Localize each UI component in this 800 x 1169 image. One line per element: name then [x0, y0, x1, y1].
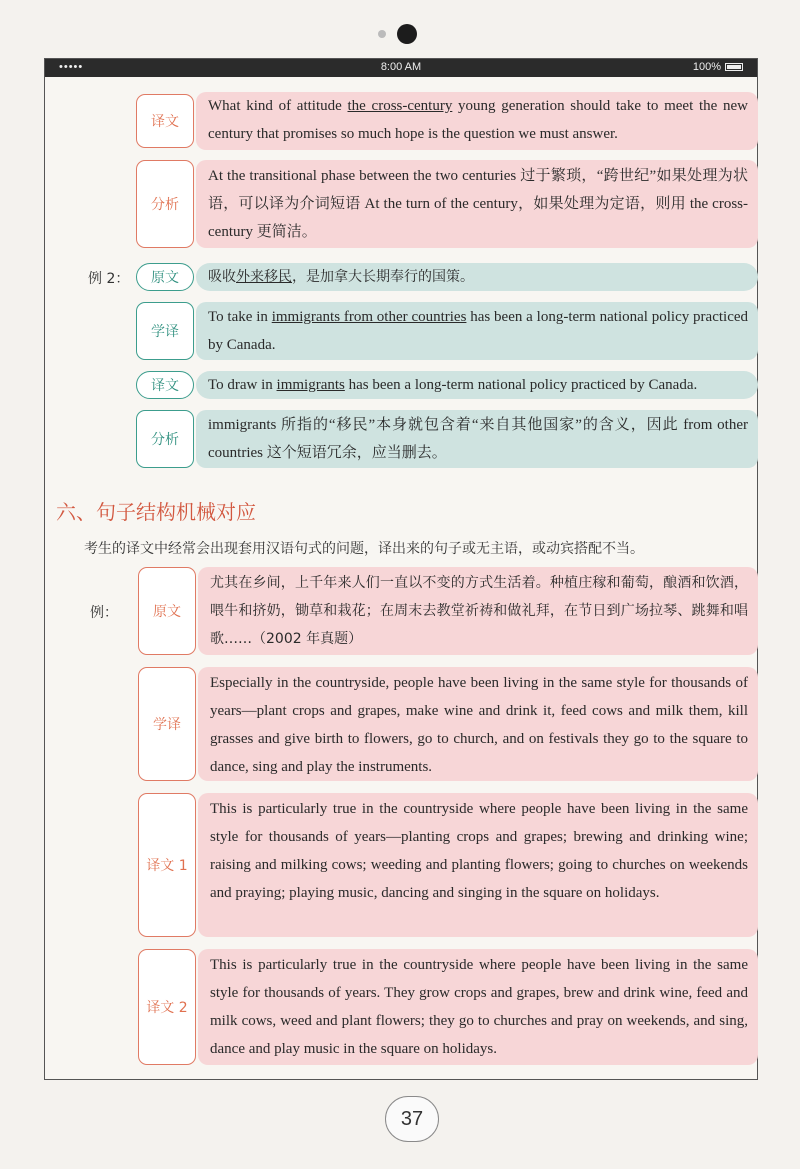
example-label: 例 2： [88, 271, 130, 287]
translation-1-text: This is particularly true in the countryside where people have been living in the same style for thousands of years—planting crops and grapes; brewing and drinking wine; raising and milking cows; weeding and planting flowers; going to churches on weekends and praying; playing music, dancing and singing in the square on holidays. [198, 793, 758, 937]
analysis-text: immigrants 所指的“移民”本身就包含着“来自其他国家”的含义，因此 from other countries 这个短语冗余，应当删去。 [196, 410, 758, 468]
underlined-phrase: the cross-century [347, 98, 453, 114]
underlined-phrase: immigrants from other countries [271, 309, 467, 325]
translation-2-tag: 译文 2 [138, 949, 196, 1065]
student-translation-tag: 学译 [136, 302, 194, 360]
text-part: To take in [208, 309, 272, 325]
analysis-text: At the transitional phase between the two centuries 过于繁琐，“跨世纪”如果处理为状语，可以译为介词短语 At the turn of the century，如果处理为定语，则用 the cross-century 更简洁。 [196, 160, 758, 248]
battery-percent: 100% [692, 61, 721, 73]
text-part: has been a long-term national policy practiced by Canada. [208, 309, 749, 353]
text-part: has been a long-term national policy practiced by Canada. [344, 377, 698, 393]
student-translation-text [196, 302, 758, 360]
section-description: 考生的译文中经常会出现套用汉语句式的问题，译出来的句子或无主语，或动宾搭配不当。 [84, 541, 644, 557]
translation-text [196, 371, 758, 399]
analysis-tag: 分析 [136, 410, 194, 468]
status-bar [45, 59, 757, 77]
signal-indicator: ••••• [59, 61, 84, 73]
camera-lens [397, 24, 417, 44]
text-part: What kind of attitude [208, 98, 348, 114]
original-tag: 原文 [138, 567, 196, 655]
underlined-phrase: 外来移民 [236, 269, 292, 285]
text-part: young generation should take to meet the new century that promises so much hope is the question we must answer. [208, 98, 748, 142]
page-number: 37 [385, 1096, 439, 1142]
translation-tag: 译文 [136, 94, 194, 148]
device-camera [0, 22, 800, 52]
translation-1-tag: 译文 1 [138, 793, 196, 937]
translation-2-text: This is particularly true in the countryside where people have been living in the same style for thousands of years. They grow crops and grapes, brew and drink wine, feed and milk cows, weed and plant flowers; they go to churches and pray on weekends, and sing, dance and play music in the square on holidays. [198, 949, 758, 1065]
status-time: 8:00 AM [380, 61, 422, 73]
student-translation-tag: 学译 [138, 667, 196, 781]
original-text: 尤其在乡间，上千年来人们一直以不变的方式生活着。种植庄稼和葡萄，酿酒和饮酒，喂牛和挤奶，锄草和栽花；在周末去教堂祈祷和做礼拜，在节日到广场拉琴、跳舞和唱歌……（2002 年真题） [198, 567, 758, 655]
original-text [196, 263, 758, 291]
battery-status [693, 61, 743, 73]
translation-tag: 译文 [136, 371, 194, 399]
student-translation-text: Especially in the countryside, people have been living in the same style for thousands of years—plant crops and grapes, make wine and drink it, feed cows and milk them, kill grasses and give birth to flowers, go to church, and on festivals they go to the square to dance, sing and play the instruments. [198, 667, 758, 781]
example-label: 例： [90, 605, 118, 621]
translation-text [196, 92, 758, 150]
text-part: ，是加拿大长期奉行的国策。 [292, 269, 474, 285]
section-title: 六、句子结构机械对应 [56, 500, 256, 524]
underlined-phrase: immigrants [276, 377, 345, 393]
text-part: To draw in [208, 377, 277, 393]
sensor-dot [378, 30, 386, 38]
battery-icon [725, 63, 743, 71]
text-part: 吸收 [208, 269, 236, 285]
analysis-tag: 分析 [136, 160, 194, 248]
original-tag: 原文 [136, 263, 194, 291]
